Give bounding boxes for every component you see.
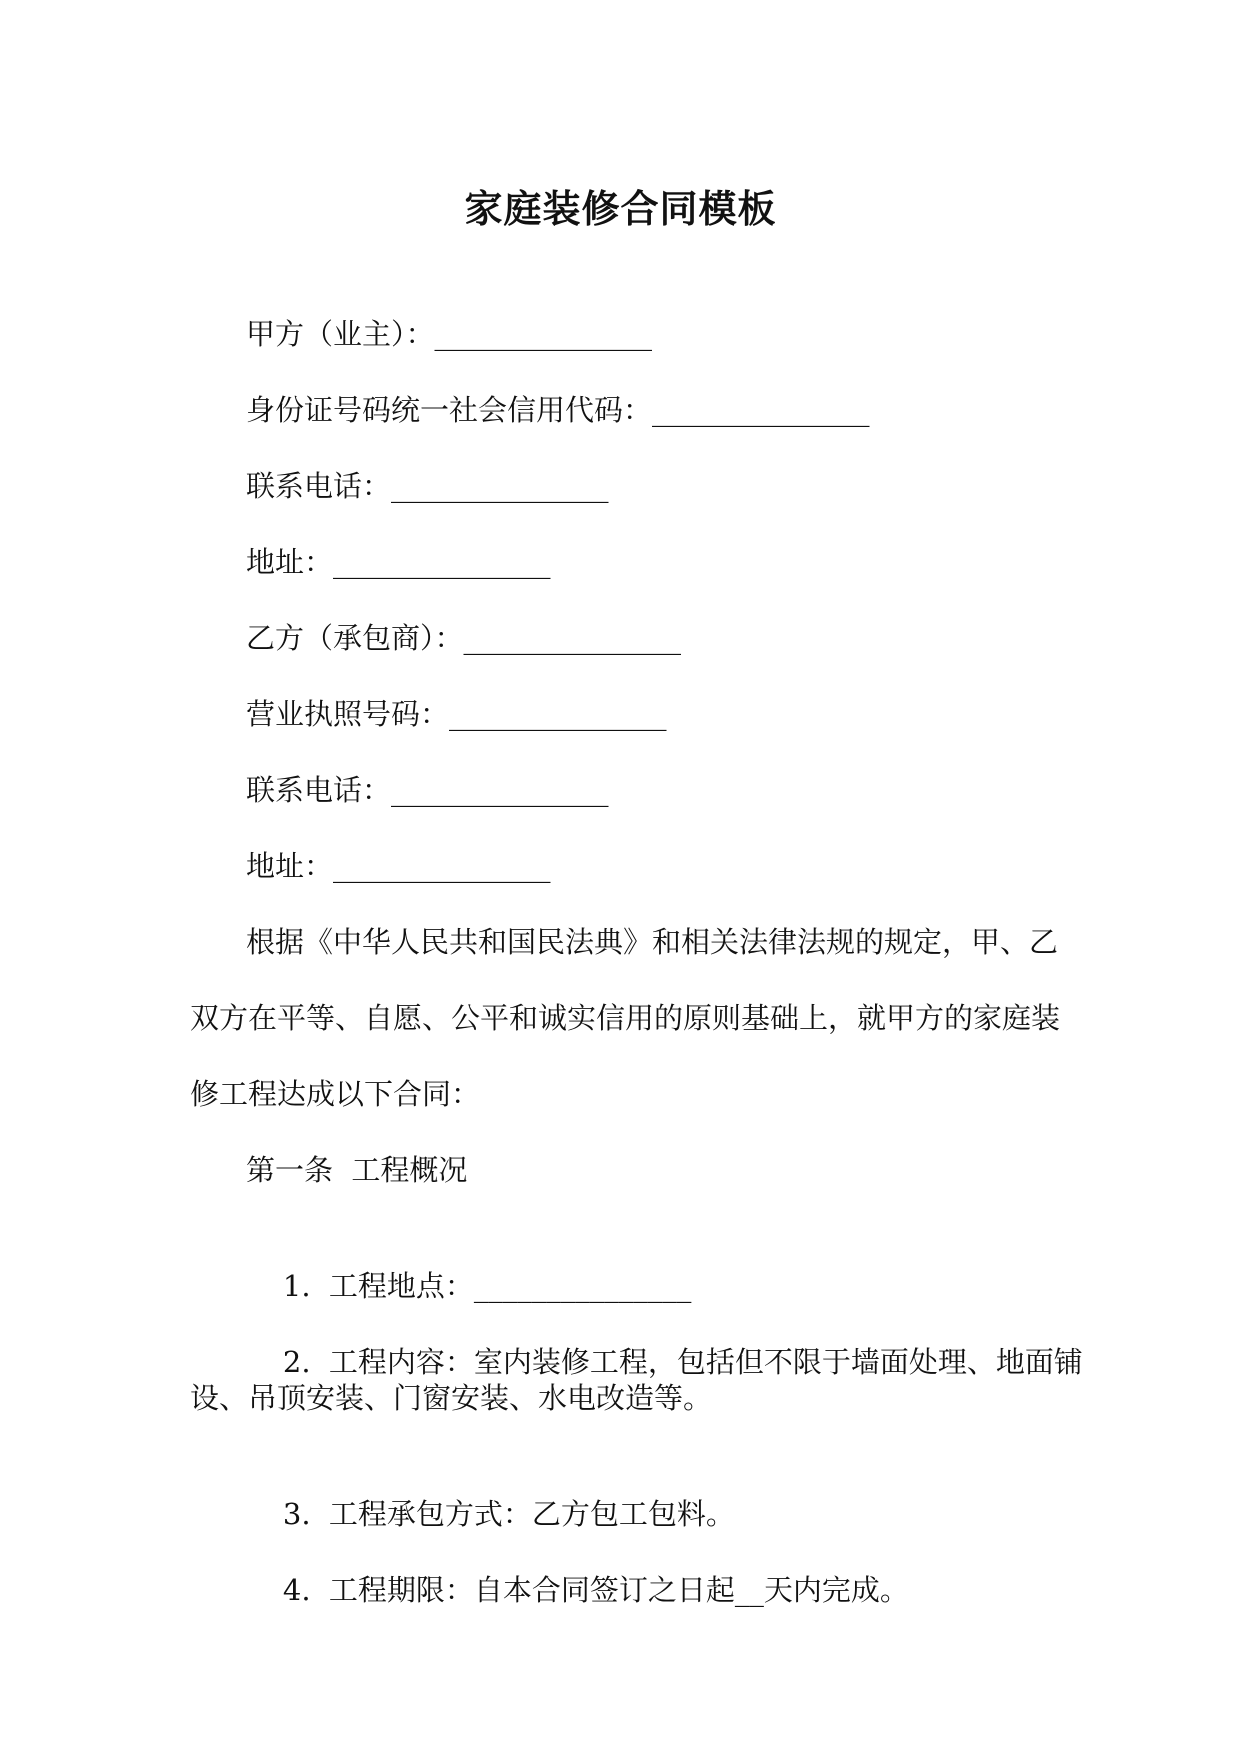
party-b-license: 营业执照号码：_______________ [246, 697, 667, 731]
article-1-heading: 第一条 工程概况 [246, 1153, 468, 1187]
article-1-item-continued: 设、吊顶安装、门窗安装、水电改造等。 [190, 1381, 713, 1415]
item-text: 工程期限：自本合同签订之日起__天内完成。 [328, 1573, 909, 1607]
item-text: 工程内容：室内装修工程，包括但不限于墙面处理、地面铺 [328, 1345, 1083, 1379]
item-number: 1. [282, 1269, 311, 1303]
item-number: 2. [282, 1345, 311, 1379]
item-text: 工程地点：_______________ [328, 1269, 692, 1303]
party-a-name: 甲方（业主）：_______________ [246, 317, 653, 351]
document-title: 家庭装修合同模板 [464, 186, 777, 231]
preamble-line-1: 根据《中华人民共和国民法典》和相关法律法规的规定，甲、乙 [246, 925, 1059, 959]
article-1-item [246, 1530, 909, 1650]
preamble-line-2: 双方在平等、自愿、公平和诚实信用的原则基础上，就甲方的家庭装 [190, 1001, 1061, 1035]
preamble-line-3: 修工程达成以下合同： [190, 1077, 481, 1111]
item-number: 4. [282, 1573, 311, 1607]
party-a-address: 地址：_______________ [246, 545, 551, 579]
party-a-phone: 联系电话：_______________ [246, 469, 609, 503]
item-number: 3. [282, 1497, 311, 1531]
item-text: 工程承包方式：乙方包工包料。 [328, 1497, 735, 1531]
party-b-phone: 联系电话：_______________ [246, 773, 609, 807]
party-a-id: 身份证号码统一社会信用代码：_______________ [246, 393, 870, 427]
party-b-name: 乙方（承包商）：_______________ [246, 621, 682, 655]
party-b-address: 地址：_______________ [246, 849, 551, 883]
